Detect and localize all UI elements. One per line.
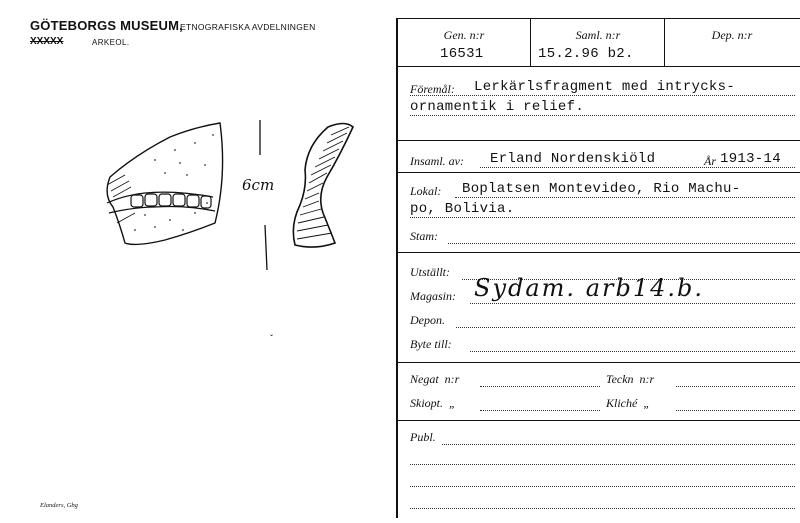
dotted-rule [456,327,795,328]
dotted-rule [676,386,795,387]
card-top-border [396,18,800,19]
magasin-label: Magasin: [410,289,456,303]
card-border [396,18,398,518]
foremal-line2: ornamentik i relief. [410,99,585,115]
dotted-rule [410,464,795,465]
insaml-label: Insaml. av: [410,154,464,168]
lokal-line1: Boplatsen Montevideo, Rio Machu- [462,181,741,197]
saml-label: Saml. n:r [575,28,621,42]
dotted-rule [455,197,795,198]
dotted-rule [676,410,795,411]
lokal-line2: po, Bolivia. [410,201,515,217]
foremal-line1: Lerkärlsfragment med intrycks- [474,79,736,95]
ar-value: 1913-14 [720,151,781,167]
dotted-rule [480,167,795,168]
byte-label: Byte till: [410,337,452,351]
saml-value: 15.2.96 b2. [538,46,634,62]
column-divider [530,18,531,66]
dotted-rule [410,115,795,116]
dotted-rule [410,508,795,509]
skiopt-label: Skiopt. „ [410,396,456,410]
dotted-rule [410,95,795,96]
teckn-label: Teckn n:r [606,372,655,386]
foremal-label: Föremål: [410,82,455,96]
dotted-rule [470,303,795,304]
dep-label: Dep. n:r [711,28,753,42]
row-divider [396,66,800,67]
row-divider [396,172,800,173]
gen-value: 16531 [440,46,484,62]
section-name: ARKEOL. [92,38,130,47]
dotted-rule [480,386,600,387]
stam-label: Stam: [410,229,438,243]
lokal-label: Lokal: [410,184,442,198]
museum-name: GÖTEBORGS MUSEUM, [30,18,183,33]
insaml-value: Erland Nordenskiöld [490,151,656,167]
negat-label: Negat n:r [410,372,460,386]
column-divider [664,18,665,66]
gen-label: Gen. n:r [443,28,485,42]
dotted-rule [448,243,795,244]
dotted-rule [480,410,600,411]
printer-credit: Elanders, Gbg [40,502,78,509]
utstallt-label: Utställt: [410,265,451,279]
scale-label: 6cm [242,176,275,194]
magasin-value: Sydam. arb14.b. [474,274,704,302]
publ-label: Publ. [410,430,436,444]
small-mark: ˇ [270,333,273,343]
row-divider [396,420,800,421]
row-divider [396,362,800,363]
row-divider [396,140,800,141]
dotted-rule [410,486,795,487]
dotted-rule [410,217,795,218]
ar-label: År [704,154,716,168]
row-divider [396,252,800,253]
sherd-sketch [95,115,365,275]
depon-label: Depon. [410,313,445,327]
struck-section: XXXXX [30,36,64,47]
dotted-rule [470,351,795,352]
department-name: ETNOGRAFISKA AVDELNINGEN [180,22,316,32]
kliche-label: Kliché „ [606,396,650,410]
dotted-rule [442,444,795,445]
